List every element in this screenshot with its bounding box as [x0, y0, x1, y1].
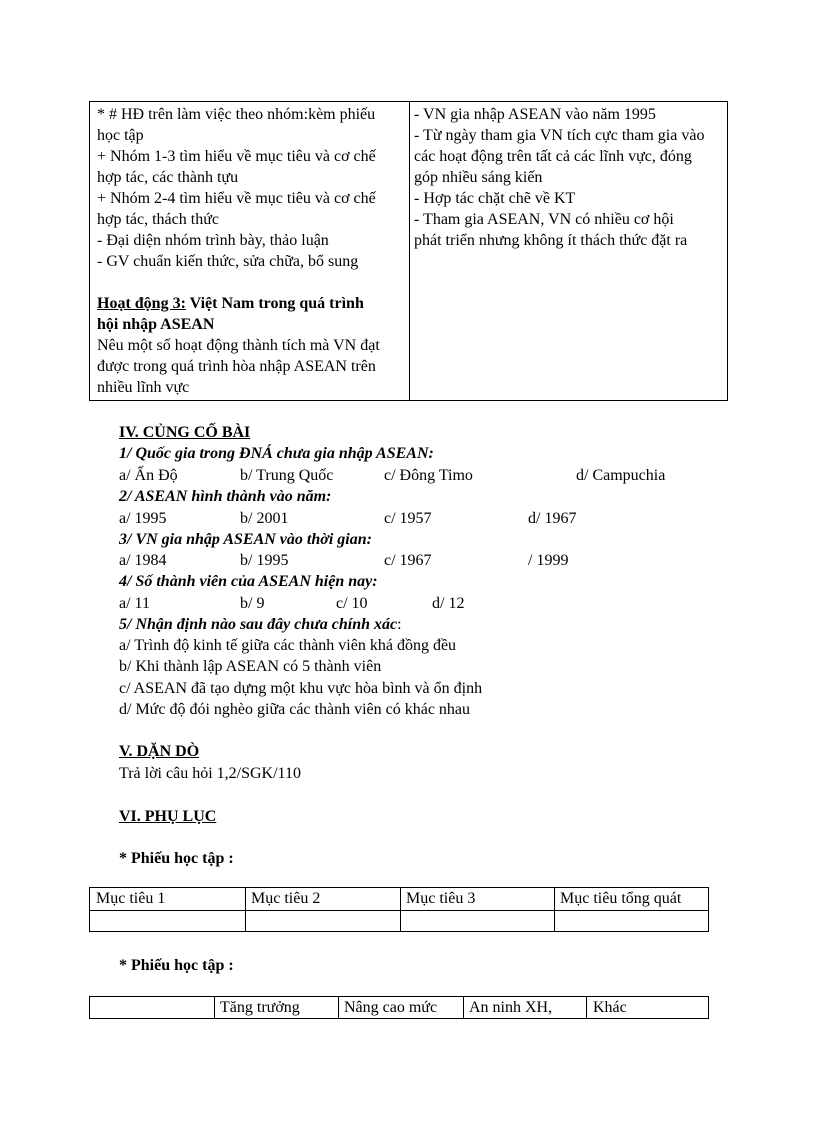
- q3-option-c: c/ 1967: [384, 552, 432, 569]
- left-cell-line: - Đại diện nhóm trình bày, thảo luận: [97, 232, 329, 249]
- worksheet2-header-4: An ninh XH,: [469, 999, 553, 1016]
- q2-option-a: a/ 1995: [119, 510, 167, 527]
- worksheet1-row-divider: [90, 910, 708, 911]
- right-cell-line: - VN gia nhập ASEAN vào năm 1995: [414, 106, 656, 123]
- question-2: 2/ ASEAN hình thành vào năm:: [119, 488, 332, 505]
- activity3-desc-line: Nêu một số hoạt động thành tích mà VN đạt: [97, 337, 380, 354]
- q4-option-a: a/ 11: [119, 595, 150, 612]
- activity3-title-continued: hội nhập ASEAN: [97, 316, 215, 333]
- worksheet1-header-3: Mục tiêu 3: [406, 890, 476, 907]
- section5-heading: V. DẶN DÒ: [119, 743, 200, 760]
- q3-option-b: b/ 1995: [240, 552, 289, 569]
- q2-option-b: b/ 2001: [240, 510, 289, 527]
- question-1: 1/ Quốc gia trong ĐNÁ chưa gia nhập ASEAN:: [119, 445, 434, 462]
- left-cell-line: + Nhóm 2-4 tìm hiểu về mục tiêu và cơ chế: [97, 190, 376, 207]
- right-cell-line: phát triển nhưng không ít thách thức đặt ra: [414, 232, 688, 249]
- q1-option-c: c/ Đông Timo: [384, 467, 473, 484]
- section5-text: Trả lời câu hỏi 1,2/SGK/110: [119, 765, 301, 782]
- right-cell-line: - Tham gia ASEAN, VN có nhiều cơ hội: [414, 211, 674, 228]
- q1-option-b: b/ Trung Quốc: [240, 467, 334, 484]
- q1-option-a: a/ Ấn Độ: [119, 467, 178, 484]
- worksheet2-table: [89, 996, 709, 1019]
- section6-heading: VI. PHỤ LỤC: [119, 808, 217, 825]
- worksheet1-col-divider: [400, 888, 401, 931]
- blank-line: [97, 272, 407, 293]
- worksheet1-title: * Phiếu học tập :: [119, 850, 234, 867]
- right-cell-line: góp nhiều sáng kiến: [414, 169, 543, 186]
- q1-option-d: d/ Campuchia: [576, 467, 666, 484]
- question-5-colon: :: [397, 616, 402, 633]
- worksheet2-title: * Phiếu học tập :: [119, 957, 234, 974]
- q4-option-d: d/ 12: [432, 595, 465, 612]
- question-5-text: 5/ Nhận định nào sau đây chưa chính xác: [119, 616, 398, 633]
- q2-option-d: d/ 1967: [528, 510, 577, 527]
- worksheet2-header-3: Nâng cao mức: [344, 999, 438, 1016]
- activity3-title: [97, 293, 407, 314]
- right-cell-line: - Hợp tác chặt chẽ về KT: [414, 190, 576, 207]
- activity-table: [89, 101, 728, 401]
- worksheet2-header-2: Tăng trưởng: [220, 999, 300, 1016]
- worksheet2-col-divider: [586, 997, 587, 1018]
- worksheet1-header-2: Mục tiêu 2: [251, 890, 321, 907]
- worksheet1-col-divider: [245, 888, 246, 931]
- activity3-title-text: Việt Nam trong quá trình: [185, 295, 364, 312]
- worksheet2-col-divider: [338, 997, 339, 1018]
- left-cell-line: học tập: [97, 127, 144, 144]
- table-column-divider: [409, 102, 410, 400]
- q4-option-c: c/ 10: [336, 595, 368, 612]
- question-4: 4/ Số thành viên của ASEAN hiện nay:: [119, 573, 378, 590]
- activity-table-left-cell: [97, 104, 407, 398]
- worksheet1-header-4: Mục tiêu tổng quát: [560, 890, 682, 907]
- left-cell-line: + Nhóm 1-3 tìm hiểu về mục tiêu và cơ chế: [97, 148, 376, 165]
- activity3-desc-line: nhiều lĩnh vực: [97, 379, 190, 396]
- activity3-desc-line: được trong quá trình hòa nhập ASEAN trên: [97, 358, 376, 375]
- worksheet1-header-1: Mục tiêu 1: [96, 890, 166, 907]
- worksheet1-col-divider: [554, 888, 555, 931]
- question-3: 3/ VN gia nhập ASEAN vào thời gian:: [119, 531, 372, 548]
- activity3-label: Hoạt động 3:: [97, 295, 186, 312]
- worksheet1-table: [89, 887, 709, 932]
- section4-heading: IV. CỦNG CỐ BÀI: [119, 424, 251, 441]
- activity-table-right-cell: [414, 104, 730, 251]
- question-5: [119, 614, 402, 635]
- left-cell-line: * # HĐ trên làm việc theo nhóm:kèm phiếu: [97, 106, 376, 123]
- right-cell-line: - Từ ngày tham gia VN tích cực tham gia vào: [414, 127, 705, 144]
- worksheet2-col-divider: [463, 997, 464, 1018]
- left-cell-line: hợp tác, các thành tựu: [97, 169, 239, 186]
- q3-option-d: / 1999: [528, 552, 569, 569]
- q5-option-a: a/ Trình độ kinh tế giữa các thành viên khá đồng đều: [119, 637, 457, 654]
- left-cell-line: hợp tác, thách thức: [97, 211, 219, 228]
- right-cell-line: các hoạt động trên tất cả các lĩnh vực, đóng: [414, 148, 692, 165]
- worksheet2-col-divider: [214, 997, 215, 1018]
- left-cell-line: - GV chuẩn kiến thức, sửa chữa, bổ sung: [97, 253, 359, 270]
- q3-option-a: a/ 1984: [119, 552, 167, 569]
- q4-option-b: b/ 9: [240, 595, 265, 612]
- q5-option-d: d/ Mức độ đói nghèo giữa các thành viên có khác nhau: [119, 701, 471, 718]
- q2-option-c: c/ 1957: [384, 510, 432, 527]
- q5-option-c: c/ ASEAN đã tạo dựng một khu vực hòa bình và ổn định: [119, 680, 483, 697]
- q5-option-b: b/ Khi thành lập ASEAN có 5 thành viên: [119, 658, 382, 675]
- worksheet2-header-5: Khác: [593, 999, 627, 1016]
